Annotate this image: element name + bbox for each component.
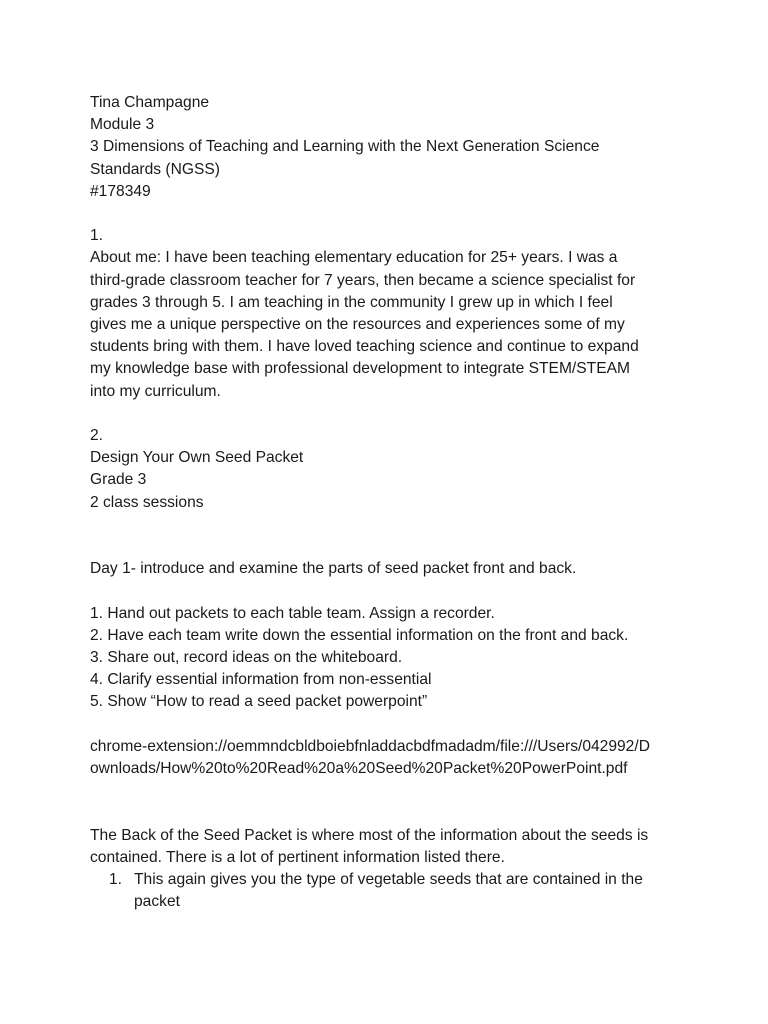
section-back-of-packet (90, 825, 710, 914)
list-item: 4. Clarify essential information from non-essential (90, 671, 432, 689)
day-1-heading: Day 1- introduce and examine the parts of seed packet front and back. (90, 560, 577, 578)
document-header (90, 92, 710, 203)
list-item-text: This again gives you the type of vegetable seeds that are contained in the (134, 871, 643, 889)
about-me-line: third-grade classroom teacher for 7 years, then became a science specialist for (90, 271, 636, 289)
document-body (90, 92, 710, 913)
about-me-line: my knowledge base with professional development to integrate STEM/STEAM (90, 360, 630, 378)
lesson-sessions: 2 class sessions (90, 493, 204, 511)
list-marker: 1. (109, 871, 123, 889)
spacer (90, 780, 710, 824)
course-title-line-1: 3 Dimensions of Teaching and Learning with the Next Generation Science (90, 138, 600, 156)
lesson-grade: Grade 3 (90, 471, 147, 489)
section-about-me (90, 225, 710, 403)
section-lesson (90, 425, 710, 514)
list-item: 5. Show “How to read a seed packet powerpoint” (90, 693, 428, 711)
powerpoint-link-line-1: chrome-extension://oemmndcbldboiebfnladdacbdfmadadm/file:///Users/042992/D (90, 737, 650, 755)
spacer (90, 514, 710, 558)
about-me-line: students bring with them. I have loved teaching science and continue to expand (90, 338, 639, 356)
powerpoint-link-line-2: ownloads/How%20to%20Read%20a%20Seed%20Packet%20PowerPoint.pdf (90, 760, 628, 778)
about-me-line: About me: I have been teaching elementary education for 25+ years. I was a (90, 249, 618, 267)
list-item (90, 869, 710, 913)
spacer (90, 203, 710, 225)
lesson-title: Design Your Own Seed Packet (90, 449, 304, 467)
course-title-line-2: Standards (NGSS) (90, 160, 220, 178)
about-me-line: grades 3 through 5. I am teaching in the community I grew up in which I feel (90, 293, 613, 311)
section-day-1 (90, 558, 710, 780)
section-number: 1. (90, 227, 104, 245)
back-of-packet-line: contained. There is a lot of pertinent information listed there. (90, 848, 505, 866)
section-number: 2. (90, 427, 104, 445)
module-label: Module 3 (90, 116, 155, 134)
day-1-steps (90, 603, 710, 714)
back-of-packet-line: The Back of the Seed Packet is where most of the information about the seeds is (90, 826, 649, 844)
spacer (90, 403, 710, 425)
list-item-text: packet (134, 893, 180, 911)
author-name: Tina Champagne (90, 94, 210, 111)
spacer (90, 714, 710, 736)
course-id: #178349 (90, 182, 151, 200)
about-me-line: into my curriculum. (90, 382, 221, 400)
about-me-line: gives me a unique perspective on the resources and experiences some of my (90, 316, 625, 334)
list-item: 2. Have each team write down the essential information on the front and back. (90, 626, 629, 644)
list-item: 3. Share out, record ideas on the whiteboard. (90, 649, 403, 667)
spacer (90, 580, 710, 602)
list-item: 1. Hand out packets to each table team. Assign a recorder. (90, 604, 495, 622)
